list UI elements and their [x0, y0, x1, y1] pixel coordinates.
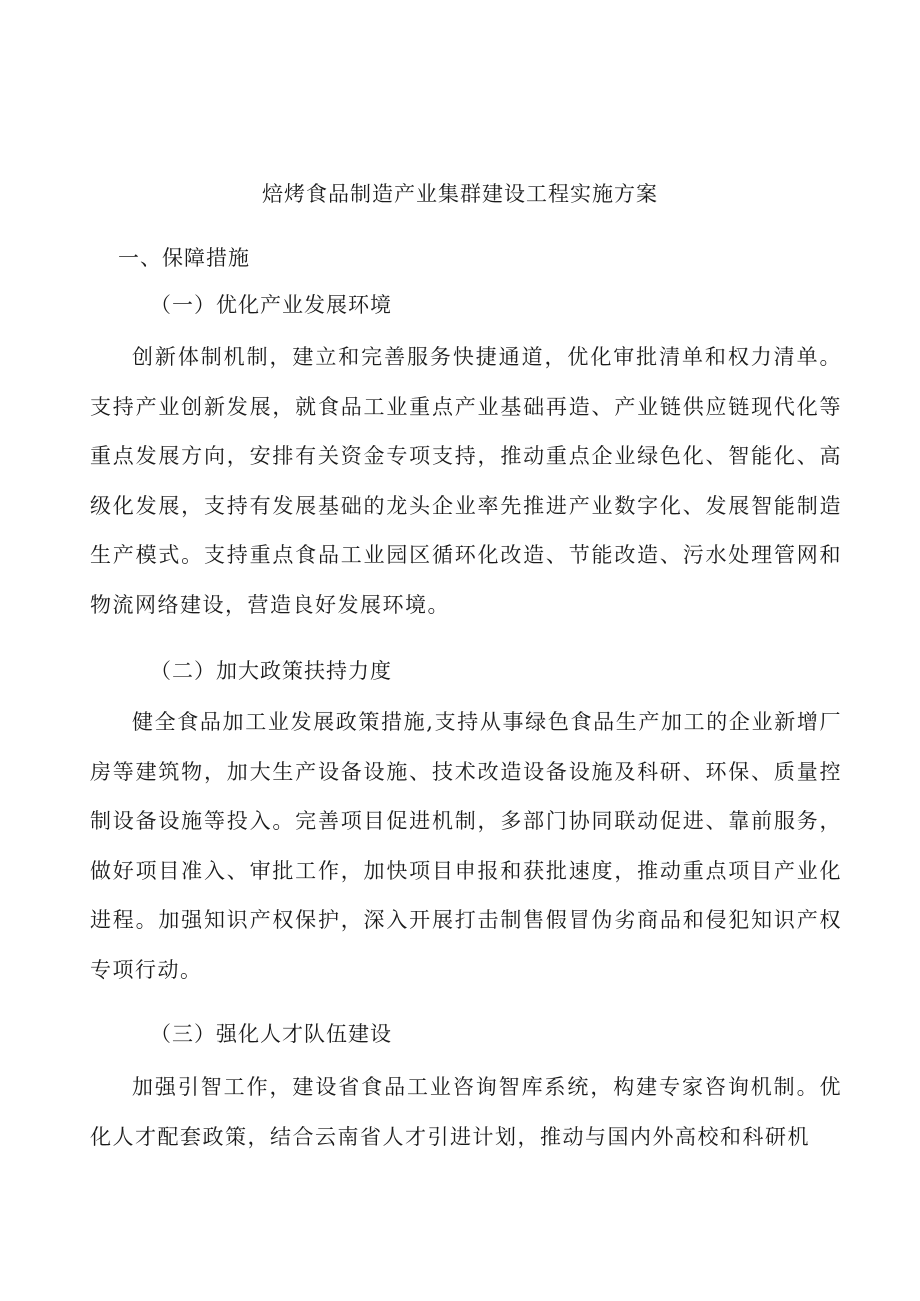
- paragraph-environment: 创新体制机制，建立和完善服务快捷通道，优化审批清单和权力清单。支持产业创新发展，就食品工业重点产业基础再造、产业链供应链现代化等重点发展方向，安排有关资金专项支持，推动重点企业绿色化、智能化、高级化发展，支持有发展基础的龙头企业率先推进产业数字化、发展智能制造生产模式。支持重点食品工业园区循环化改造、节能改造、污水处理管网和物流网络建设，营造良好发展环境。: [90, 345, 842, 617]
- section-heading-safeguards: 一、保障措施: [118, 246, 250, 270]
- subsection-heading-policy: （二）加大政策扶持力度: [150, 659, 392, 683]
- paragraph-talent: 加强引智工作，建设省食品工业咨询智库系统，构建专家咨询机制。优化人才配套政策，结合云南省人才引进计划，推动与国内外高校和科研机: [90, 1075, 842, 1149]
- document-title: 焙烤食品制造产业集群建设工程实施方案: [262, 182, 658, 206]
- paragraph-policy: 健全食品加工业发展政策措施,支持从事绿色食品生产加工的企业新增厂房等建筑物，加大生产设备设施、技术改造设备设施及科研、环保、质量控制设备设施等投入。完善项目促进机制，多部门协同联动促进、靠前服务，做好项目准入、审批工作，加快项目申报和获批速度，推动重点项目产业化进程。加强知识产权保护，深入开展打击制售假冒伪劣商品和侵犯知识产权专项行动。: [90, 710, 842, 982]
- subsection-heading-environment: （一）优化产业发展环境: [150, 293, 392, 317]
- subsection-heading-talent: （三）强化人才队伍建设: [150, 1022, 392, 1046]
